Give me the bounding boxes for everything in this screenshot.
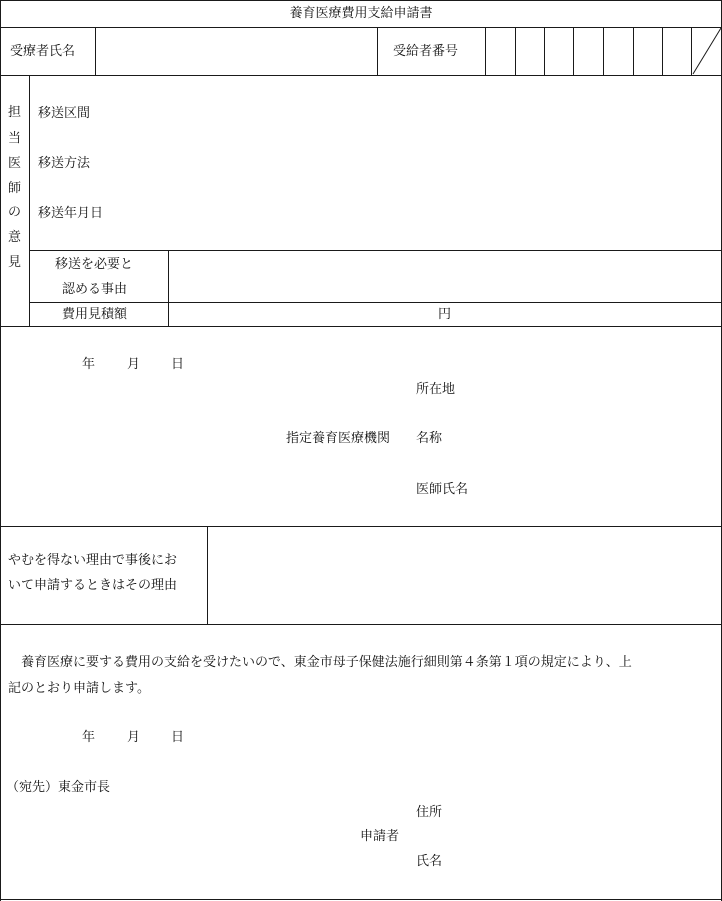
recipient-number-box-8[interactable]	[692, 28, 721, 75]
border-bottom	[0, 899, 722, 900]
applicant-label: 申請者	[360, 829, 400, 844]
applicant-address-label: 住所	[416, 805, 443, 820]
institution-doctor-name-label: 医師氏名	[416, 482, 469, 497]
institution-address-label: 所在地	[416, 382, 456, 397]
recipient-number-box-4[interactable]	[574, 28, 603, 75]
divider-name-value	[377, 27, 378, 75]
application-statement-line-2: 記のとおり申請します。	[8, 681, 150, 696]
recipient-number-box-3[interactable]	[545, 28, 573, 75]
institution-date-day: 日	[171, 357, 185, 372]
recipient-number-box-6[interactable]	[634, 28, 662, 75]
opinion-side-char-3: 医	[8, 156, 22, 171]
divider-late-bottom	[0, 624, 722, 625]
late-reason-label-1: やむを得ない理由で事後にお	[8, 553, 178, 568]
institution-name-label: 名称	[416, 431, 443, 446]
institution-date-year: 年	[82, 357, 96, 372]
opinion-side-char-4: 師	[8, 181, 22, 196]
cost-estimate-label: 費用見積額	[62, 307, 128, 322]
recipient-number-box-2[interactable]	[516, 28, 544, 75]
application-date-month: 月	[127, 730, 141, 745]
opinion-side-char-1: 担	[8, 105, 22, 120]
transport-date-label: 移送年月日	[38, 206, 104, 221]
recipient-number-box-5[interactable]	[604, 28, 633, 75]
applicant-name-label: 氏名	[416, 854, 443, 869]
recipient-name-label: 受療者氏名	[10, 44, 76, 59]
form-title: 養育医療費用支給申請書	[289, 6, 433, 21]
application-date-year: 年	[82, 730, 96, 745]
border-top	[0, 0, 722, 1]
recipient-number-box-7[interactable]	[663, 28, 691, 75]
late-reason-field[interactable]	[208, 527, 721, 624]
institution-label: 指定養育医療機関	[286, 431, 391, 446]
necessity-reason-label-2: 認める事由	[62, 282, 128, 297]
opinion-side-char-2: 当	[8, 131, 22, 146]
institution-date-month: 月	[127, 357, 141, 372]
late-reason-label-2: いて申請するときはその理由	[8, 578, 178, 593]
necessity-reason-field[interactable]	[169, 251, 721, 302]
border-left	[0, 0, 1, 901]
opinion-side-char-7: 見	[8, 255, 22, 270]
divider-header	[0, 75, 722, 76]
recipient-name-field[interactable]	[96, 28, 377, 75]
application-statement-line-1: 養育医療に要する費用の支給を受けたいので、東金市母子保健法施行細則第４条第１項の規定により、上	[8, 655, 632, 670]
cost-estimate-unit: 円	[438, 307, 452, 322]
recipient-number-label: 受給者番号	[393, 44, 459, 59]
recipient-number-box-1[interactable]	[486, 28, 515, 75]
divider-opinion-bottom	[0, 326, 722, 327]
addressee: （宛先）東金市長	[6, 780, 111, 795]
opinion-side-char-6: 意	[8, 230, 22, 245]
transport-section-label: 移送区間	[38, 106, 91, 121]
necessity-reason-label-1: 移送を必要と	[55, 257, 134, 272]
divider-opinion-side	[29, 75, 30, 327]
application-date-day: 日	[171, 730, 185, 745]
transport-method-label: 移送方法	[38, 156, 91, 171]
opinion-side-char-5: の	[8, 205, 22, 220]
